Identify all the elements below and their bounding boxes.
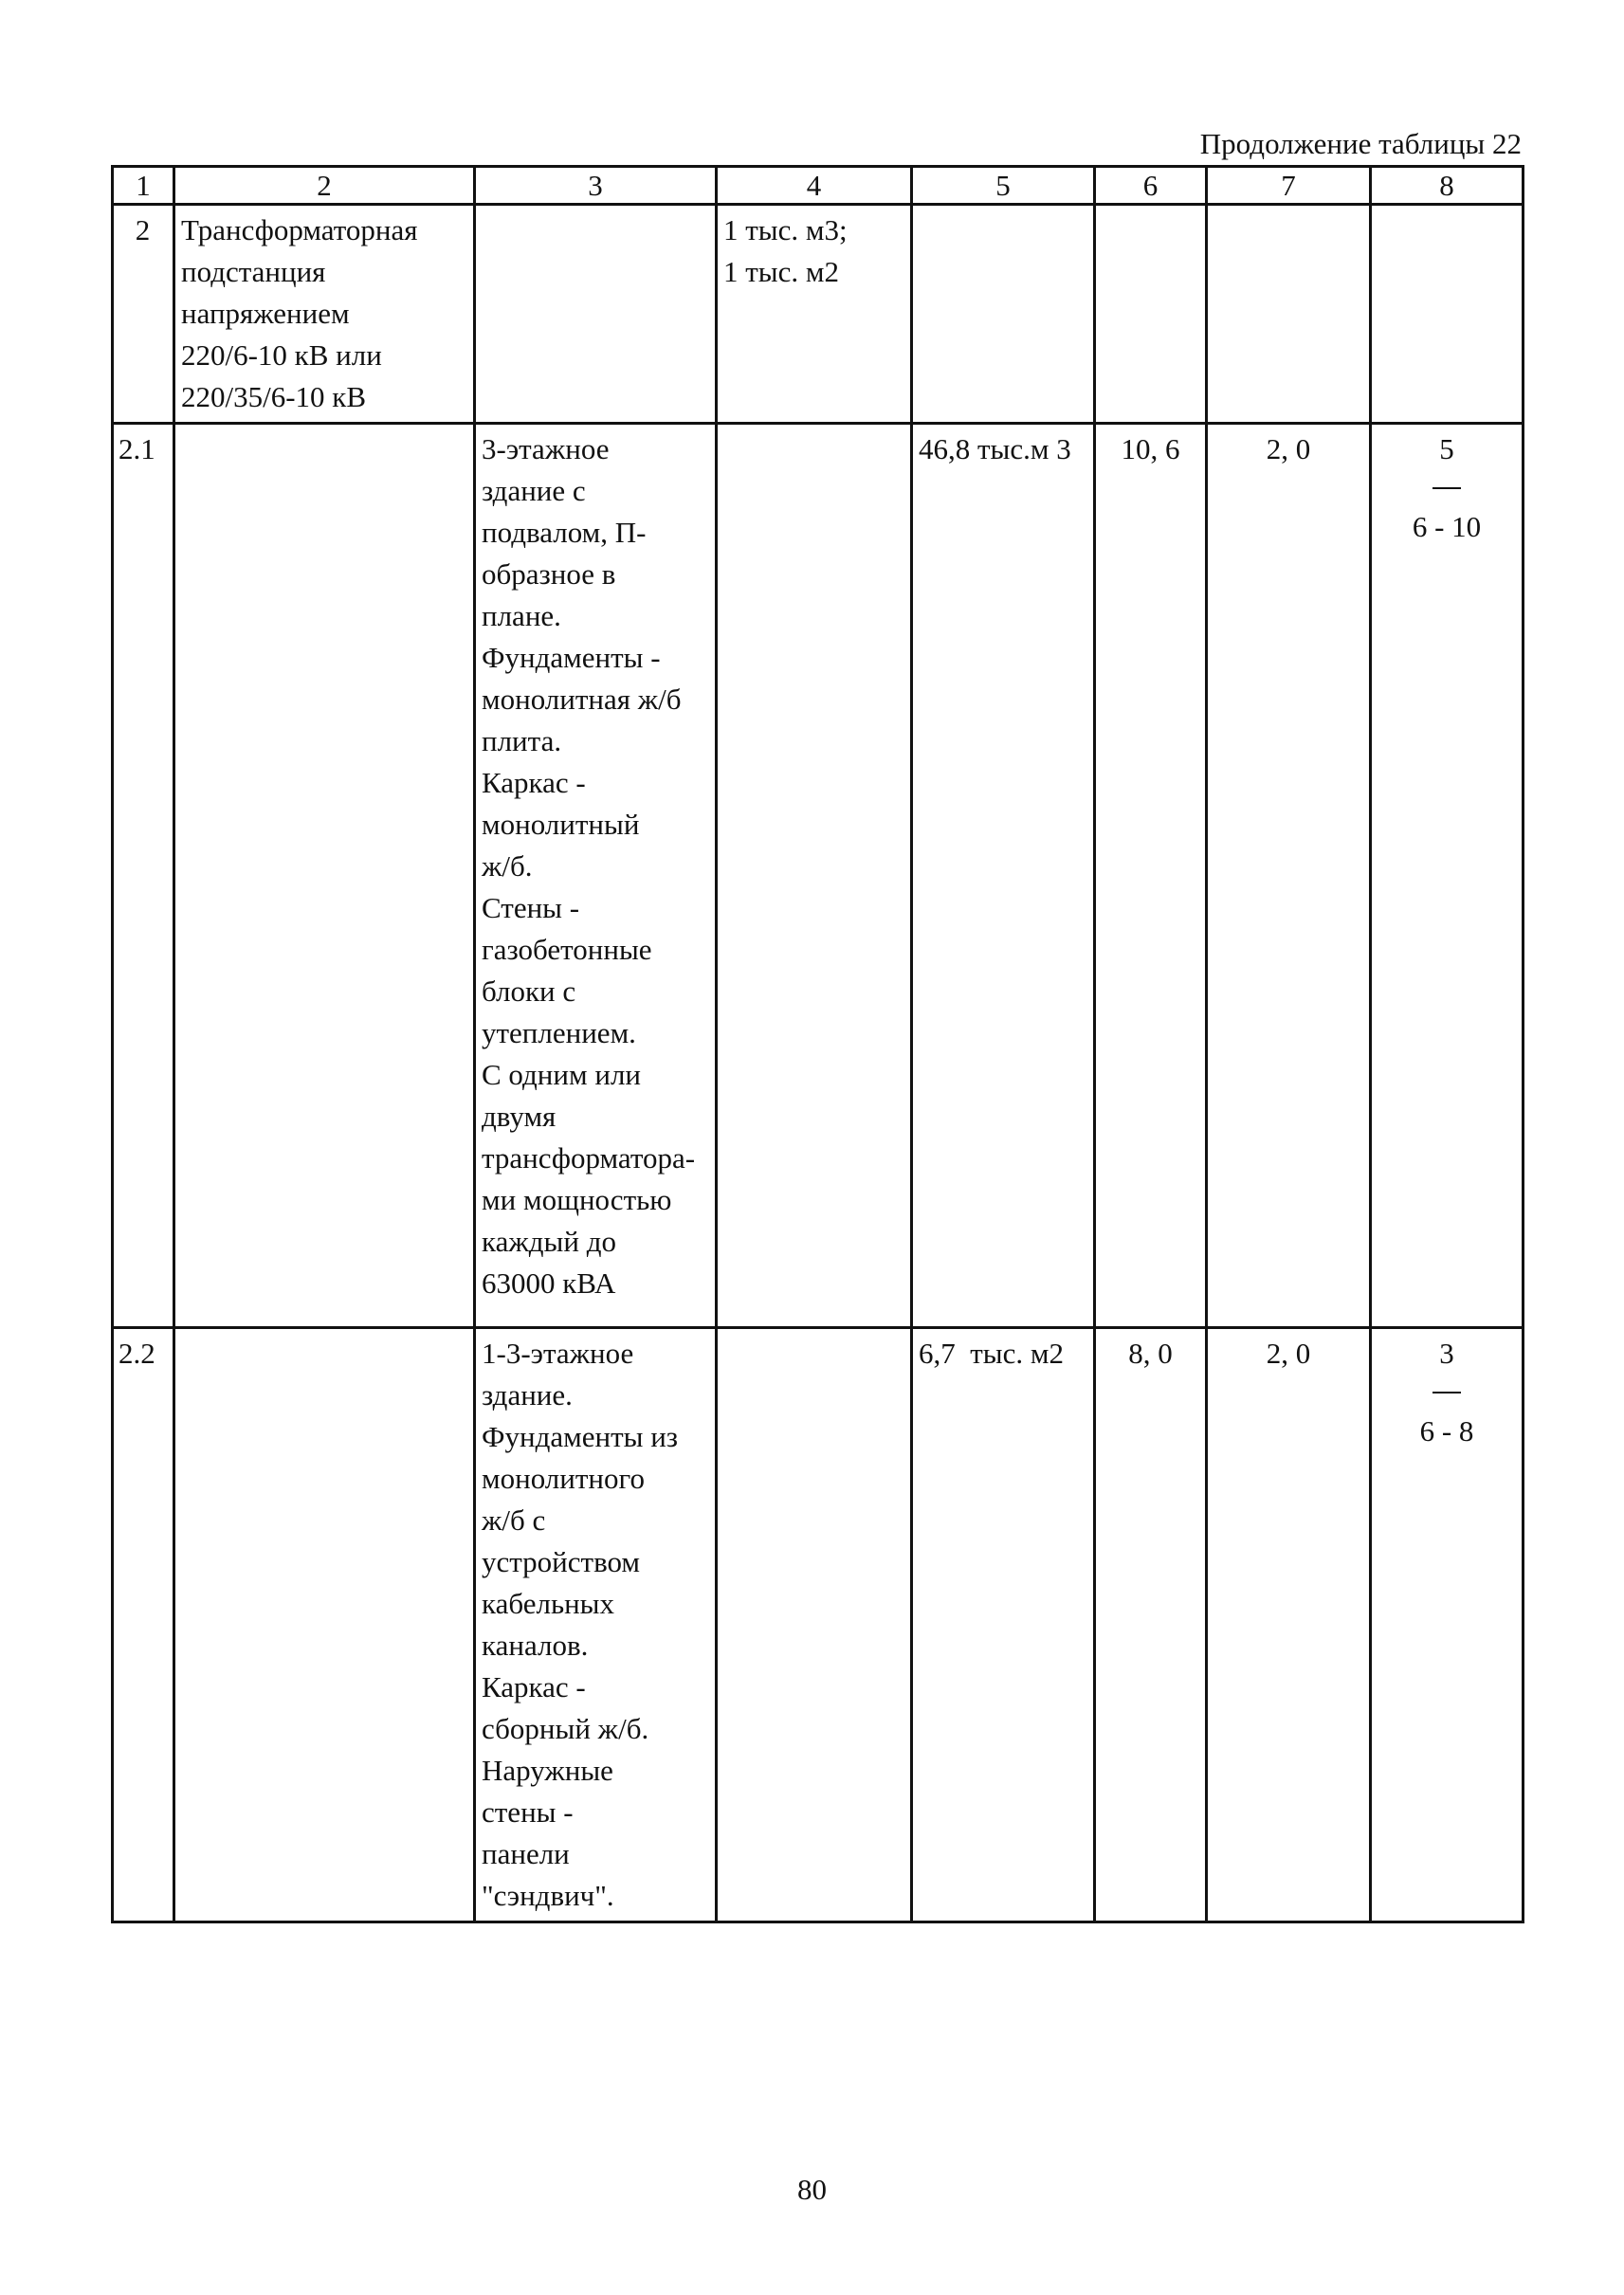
col6-cell: 8, 0 — [1095, 1328, 1207, 1922]
data-table — [111, 165, 1524, 1923]
row-number: 2.1 — [113, 424, 174, 1328]
column-header: 4 — [717, 167, 912, 205]
column-header: 3 — [475, 167, 717, 205]
fraction — [1378, 428, 1516, 548]
column-header: 1 — [113, 167, 174, 205]
fraction-numerator: 3 — [1439, 1337, 1454, 1370]
object-description — [475, 205, 717, 424]
page-number: 80 — [797, 2173, 827, 2206]
unit-of-measure — [717, 424, 912, 1328]
table-continuation-caption: Продолжение таблицы 22 — [1199, 127, 1522, 160]
col6-cell: 10, 6 — [1095, 424, 1207, 1328]
value-cell — [912, 205, 1095, 424]
fraction-denominator: 6 - 8 — [1419, 1414, 1474, 1448]
row-number: 2 — [113, 205, 174, 424]
col6-cell — [1095, 205, 1207, 424]
fraction-bar — [1432, 1392, 1461, 1393]
column-header: 6 — [1095, 167, 1207, 205]
fraction-bar — [1432, 487, 1461, 489]
object-description: 1-3-этажное здание. Фундаменты из монолитного ж/б с устройством кабельных каналов. Каркас - сборный ж/б. Наружные стены - панели "сэндвич". — [475, 1328, 717, 1922]
fraction-numerator: 5 — [1439, 432, 1454, 465]
col7-cell: 2, 0 — [1207, 424, 1371, 1328]
col8-cell — [1371, 205, 1524, 424]
column-header: 2 — [174, 167, 475, 205]
unit-of-measure — [717, 1328, 912, 1922]
value-cell: 6,7 тыс. м2 — [912, 1328, 1095, 1922]
object-name — [174, 1328, 475, 1922]
col7-cell — [1207, 205, 1371, 424]
value-cell: 46,8 тыс.м 3 — [912, 424, 1095, 1328]
col8-cell — [1371, 1328, 1524, 1922]
table-row — [113, 1328, 1524, 1922]
object-name — [174, 424, 475, 1328]
table-header-row — [113, 167, 1524, 205]
table-row — [113, 424, 1524, 1328]
column-header: 7 — [1207, 167, 1371, 205]
object-description: 3-этажное здание с подвалом, П- образное в плане. Фундаменты - монолитная ж/б плита. Каркас - монолитный ж/б. Стены - газобетонные блоки с утеплением. С одним или двумя трансформатора- ми мощностью каждый до 63000 кВА — [475, 424, 717, 1328]
col7-cell: 2, 0 — [1207, 1328, 1371, 1922]
column-header: 5 — [912, 167, 1095, 205]
fraction — [1378, 1333, 1516, 1452]
fraction-denominator: 6 - 10 — [1412, 510, 1482, 543]
table-row — [113, 205, 1524, 424]
row-number: 2.2 — [113, 1328, 174, 1922]
column-header: 8 — [1371, 167, 1524, 205]
object-name: Трансформаторная подстанция напряжением 220/6-10 кВ или 220/35/6-10 кВ — [174, 205, 475, 424]
col8-cell — [1371, 424, 1524, 1328]
unit-of-measure: 1 тыс. м3; 1 тыс. м2 — [717, 205, 912, 424]
